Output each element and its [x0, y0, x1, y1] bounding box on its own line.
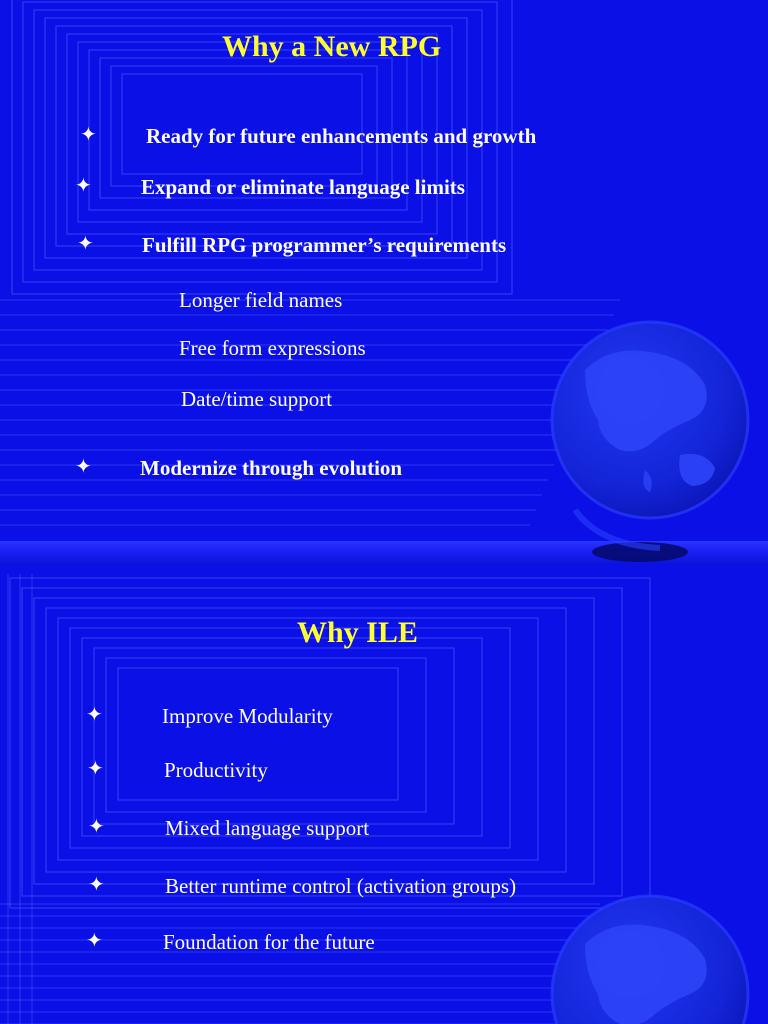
bullet-text: Ready for future enhancements and growth	[146, 124, 537, 148]
star-bullet-icon: ✦	[80, 122, 97, 146]
star-bullet-icon: ✦	[86, 928, 103, 952]
sub-item: Free form expressions	[179, 336, 366, 360]
bullet-text: Foundation for the future	[163, 930, 375, 954]
bullet-text: Fulfill RPG programmer’s requirements	[142, 233, 507, 257]
bullet-text: Better runtime control (activation groups)	[165, 874, 517, 898]
slide-title: Why ILE	[297, 616, 418, 649]
sub-item: Date/time support	[181, 387, 333, 411]
bullet-text: Mixed language support	[165, 816, 370, 840]
slide-why-ile	[0, 574, 768, 1024]
slide-title: Why a New RPG	[222, 30, 442, 63]
star-bullet-icon: ✦	[87, 756, 104, 780]
bullet-text: Improve Modularity	[162, 704, 333, 728]
star-bullet-icon: ✦	[88, 814, 105, 838]
star-bullet-icon: ✦	[88, 872, 105, 896]
bullet-text: Expand or eliminate language limits	[141, 175, 465, 199]
star-bullet-icon: ✦	[77, 231, 94, 255]
star-bullet-icon: ✦	[75, 454, 92, 478]
bullet-text: Productivity	[164, 758, 268, 782]
sub-item: Longer field names	[179, 288, 343, 312]
bullet-text: Modernize through evolution	[140, 456, 403, 480]
star-bullet-icon: ✦	[86, 702, 103, 726]
star-bullet-icon: ✦	[75, 173, 92, 197]
